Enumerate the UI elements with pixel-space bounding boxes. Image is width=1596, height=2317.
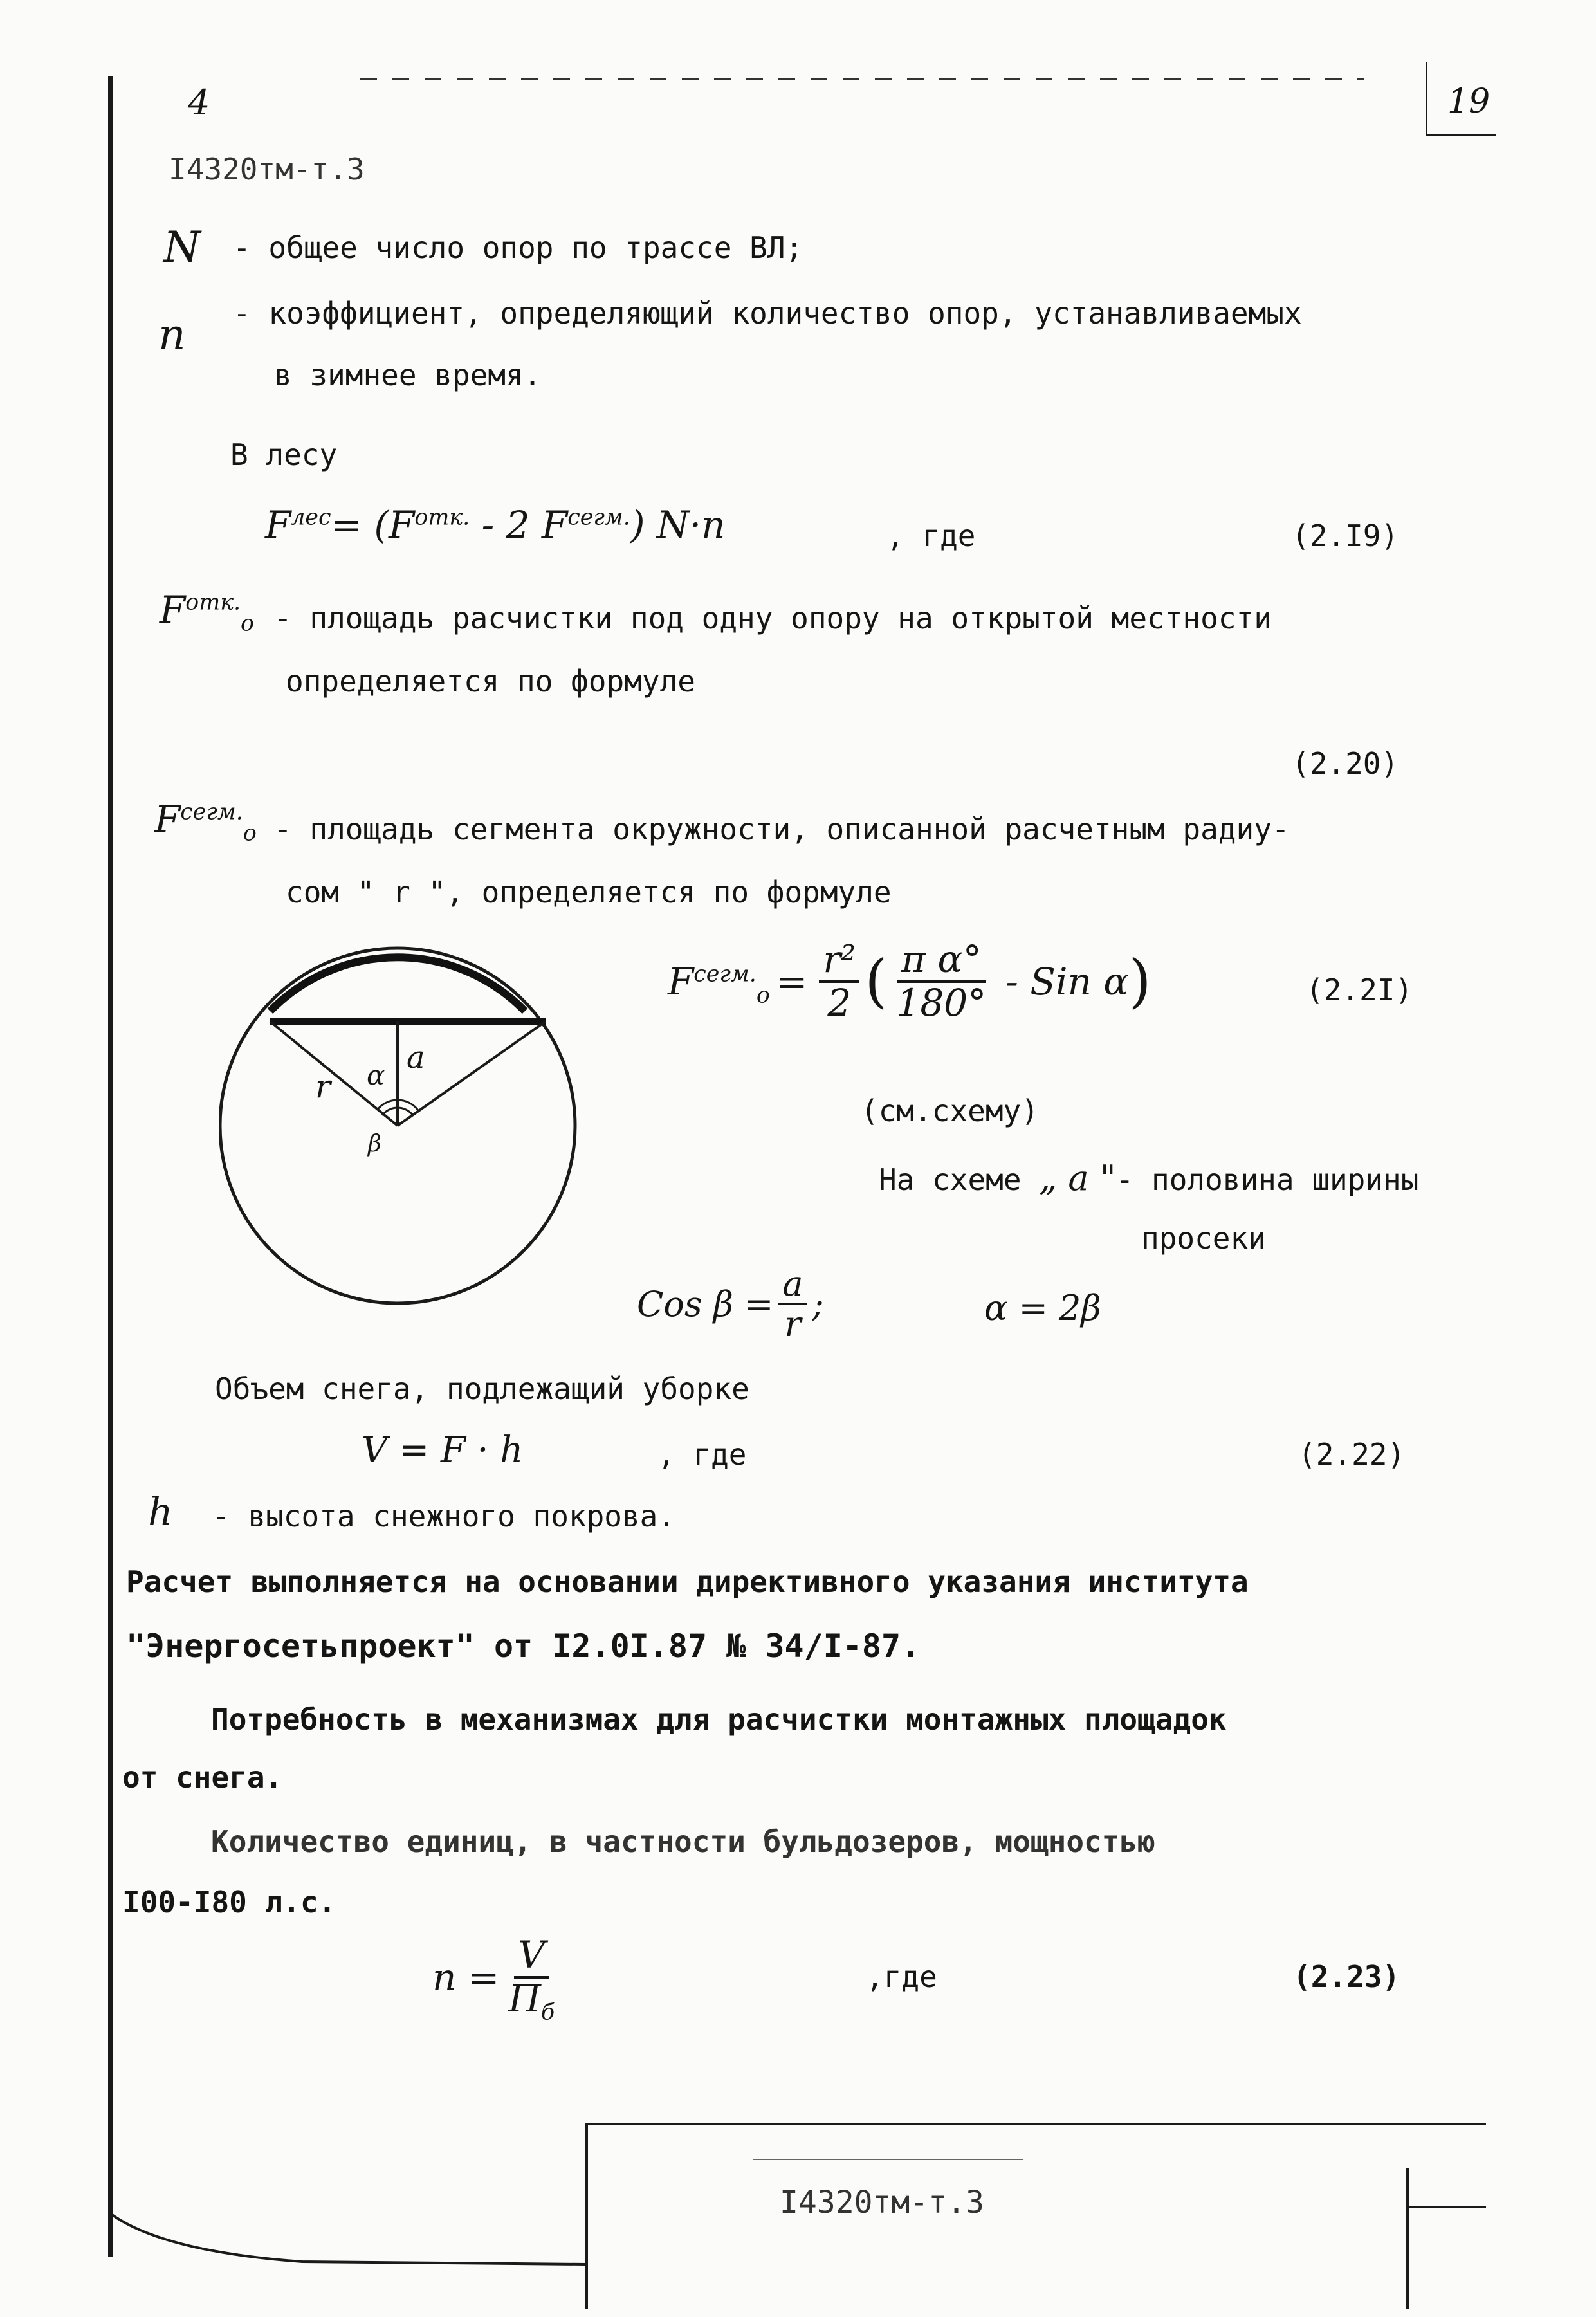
alpha-relation: α = 2β [984,1288,1101,1328]
sheet-mark: 4 [188,82,210,123]
symbol-n: n [158,310,186,360]
eq-number-2-21: (2.2I) [1306,973,1413,1007]
formula-2-23: n = $\frac{V}{П_б}$ [432,1933,555,2026]
page-number-box-bottom [1426,134,1496,136]
page-number-box-left [1426,62,1427,135]
diagram-label-beta: β [368,1131,381,1157]
circle-segment-diagram [219,944,579,1317]
def-segm-line1: - площадь сегмента окружности, описанной расчетным радиу- [274,812,1290,847]
top-dashed-line [360,78,1364,80]
bottom-curve [109,2200,598,2277]
directive-line1: Расчет выполняется на основании директивного указания института [126,1564,1249,1599]
eq-2-23-where: ,где [866,1959,937,1994]
footer-box-top [585,2123,1486,2125]
formula-2-21: $F^{сегм.}_o$ = $\frac{\text{r²}}{2}$ ( $\frac{\text{π α°}}{180^\circ}$ - Sin α ) [668,937,1151,1025]
symbol-h: h [148,1490,173,1535]
def-n-text: - коэффициент, определяющий количество опор, устанавливаемых [233,296,1302,331]
footer-inner-line [753,2159,1023,2160]
def-n-text-2: в зимнее время. [274,358,542,392]
symbol-F-segm: $F^{сегм.}_o$ [154,798,257,847]
def-segm-line2: сом " r ", определяется по формуле [286,875,892,910]
footer-box-inner [1406,2206,1486,2208]
diagram-arc-bold [270,957,525,1011]
left-margin-line [108,76,113,2257]
formula-2-22: V = F · h [362,1429,524,1471]
snow-heading: Объем снега, подлежащий уборке [215,1371,749,1406]
doc-code-header: I4320тм-т.3 [169,152,365,187]
diagram-label-a: a [407,1039,425,1076]
snow-where: , где [657,1437,747,1472]
forest-heading: В лесу [230,437,338,472]
machinery-line1: Потребность в механизмах для расчистки монтажных площадок [211,1702,1227,1737]
eq-number-2-23: (2.23) [1293,1959,1400,1994]
scheme-text: На схеме „ a "- половина ширины [879,1158,1419,1198]
footer-doc-code: I4320тм-т.3 [780,2184,984,2221]
def-N-text: - общее число опор по трассе ВЛ; [233,230,803,265]
page-number: 19 [1447,82,1491,121]
symbol-N: N [163,223,201,272]
cos-relation: Cos β = $\frac{a}{r}$ ; [637,1263,824,1345]
forest-where: , где [886,518,976,553]
def-otk-line1: - площадь расчистки под одну опору на открытой местности [274,601,1272,636]
eq-number-2-19: (2.I9) [1292,518,1399,553]
footer-box-divider [1406,2168,1409,2309]
eq-number-2-22: (2.22) [1298,1437,1406,1472]
machinery-line3: Количество единиц, в частности бульдозеров, мощностью [211,1824,1155,1859]
machinery-line2: от снега. [122,1760,283,1795]
formula-2-19: $F^{лес}= (F^{отк.} - 2$ $F^{сегм.}$) N·n [265,503,726,547]
def-otk-line2: определяется по формуле [286,664,695,699]
machinery-line4: I00-I80 л.с. [122,1885,336,1919]
scheme-text-3: просеки [1141,1221,1266,1256]
see-scheme: (см.схему) [861,1094,1039,1128]
directive-line2: "Энергосетьпроект" от I2.0I.87 № 34/I-87. [126,1627,921,1665]
diagram-label-r: r [315,1068,331,1105]
eq-number-2-20: (2.20) [1292,746,1399,781]
h-definition: - высота снежного покрова. [212,1499,676,1534]
diagram-label-alpha: α [367,1059,385,1091]
symbol-F-otk: $F^{отк.}_o$ [160,588,254,637]
